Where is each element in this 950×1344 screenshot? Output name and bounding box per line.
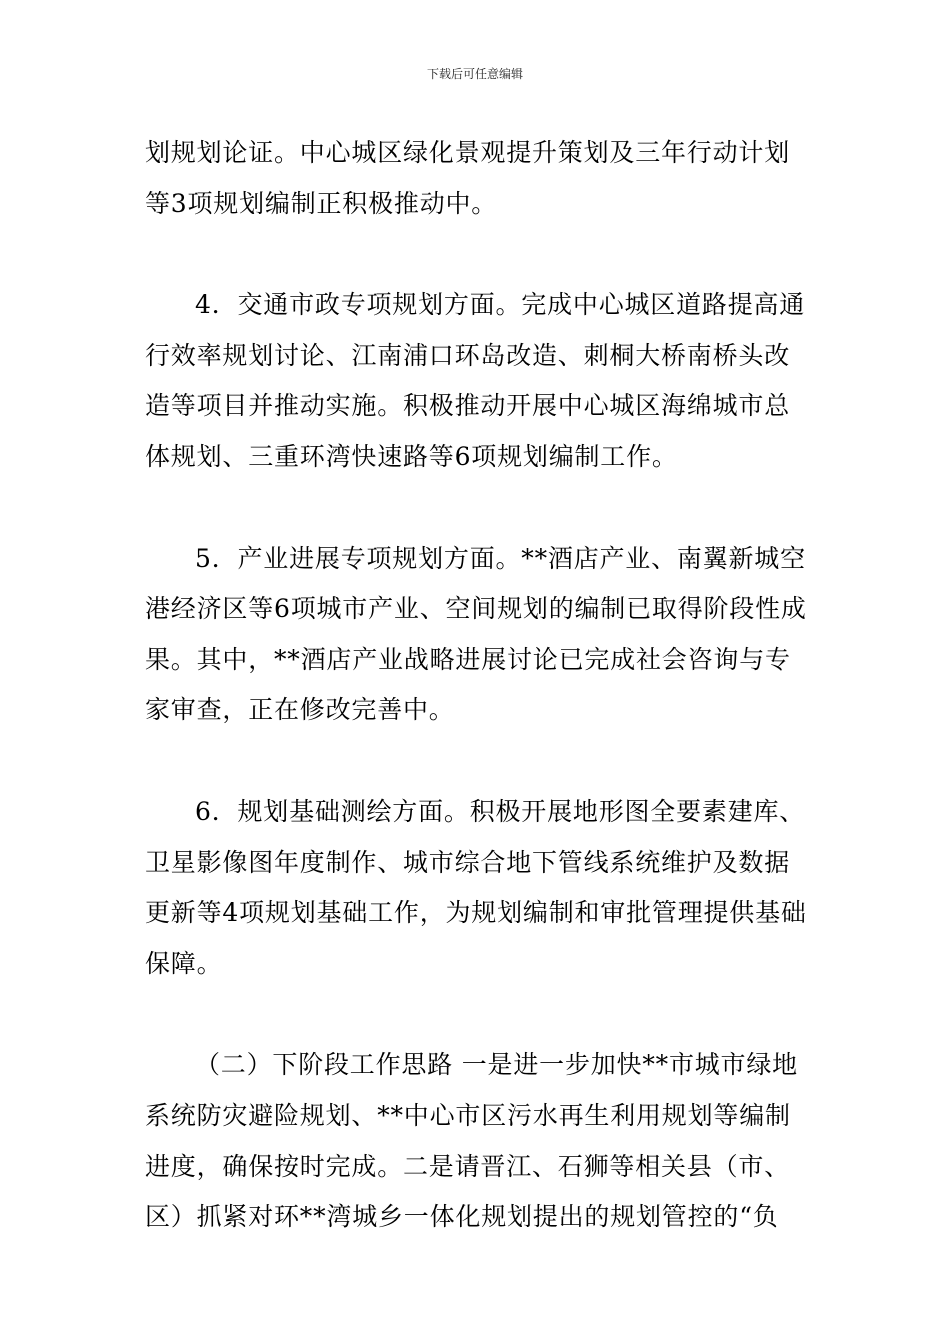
paragraph-item-5-industry (145, 534, 810, 736)
text-line: 造等项目并推动实施。积极推动开展中心城区海绵城市总 (145, 391, 791, 421)
text-line: 更新等4项规划基础工作，为规划编制和审批管理提供基础 (145, 898, 807, 928)
text-line: 5．产业进展专项规划方面。**酒店产业、南翼新城空 (195, 543, 806, 573)
text-line: 系统防灾避险规划、**中心市区污水再生利用规划等编制 (145, 1100, 791, 1130)
text-line: 行效率规划讨论、江南浦口环岛改造、刺桐大桥南桥头改 (145, 340, 791, 370)
paragraph-item-4-transport (145, 280, 810, 482)
paragraph-item-6-surveying (145, 787, 810, 989)
text-line: 4．交通市政专项规划方面。完成中心城区道路提高通 (195, 290, 806, 320)
text-line: 等3项规划编制正积极推动中。 (145, 188, 498, 218)
text-line: 6．规划基础测绘方面。积极开展地形图全要素建库、 (195, 796, 806, 826)
text-line: 港经济区等6项城市产业、空间规划的编制已取得阶段性成 (145, 594, 807, 624)
text-line: 保障。 (145, 948, 223, 978)
document-body (145, 128, 810, 1243)
text-line: 卫星影像图年度制作、城市综合地下管线系统维护及数据 (145, 847, 791, 877)
text-line: 区）抓紧对环**湾城乡一体化规划提出的规划管控的“负 (145, 1202, 779, 1232)
paragraph-next-stage (145, 1040, 810, 1242)
text-line: 家审查，正在修改完善中。 (145, 695, 455, 725)
paragraph-planning-continued (145, 128, 810, 229)
text-line: 果。其中，**酒店产业战略进展讨论已完成社会咨询与专 (145, 644, 791, 674)
text-line: 体规划、三重环湾快速路等6项规划编制工作。 (145, 441, 678, 471)
text-line: 划规划论证。中心城区绿化景观提升策划及三年行动计划 (145, 138, 791, 167)
text-line: 进度，确保按时完成。二是请晋江、石狮等相关县（市、 (145, 1151, 791, 1181)
text-line: （二）下阶段工作思路 一是进一步加快**市城市绿地 (195, 1050, 798, 1080)
page-header: 下载后可任意编辑 (426, 67, 523, 81)
